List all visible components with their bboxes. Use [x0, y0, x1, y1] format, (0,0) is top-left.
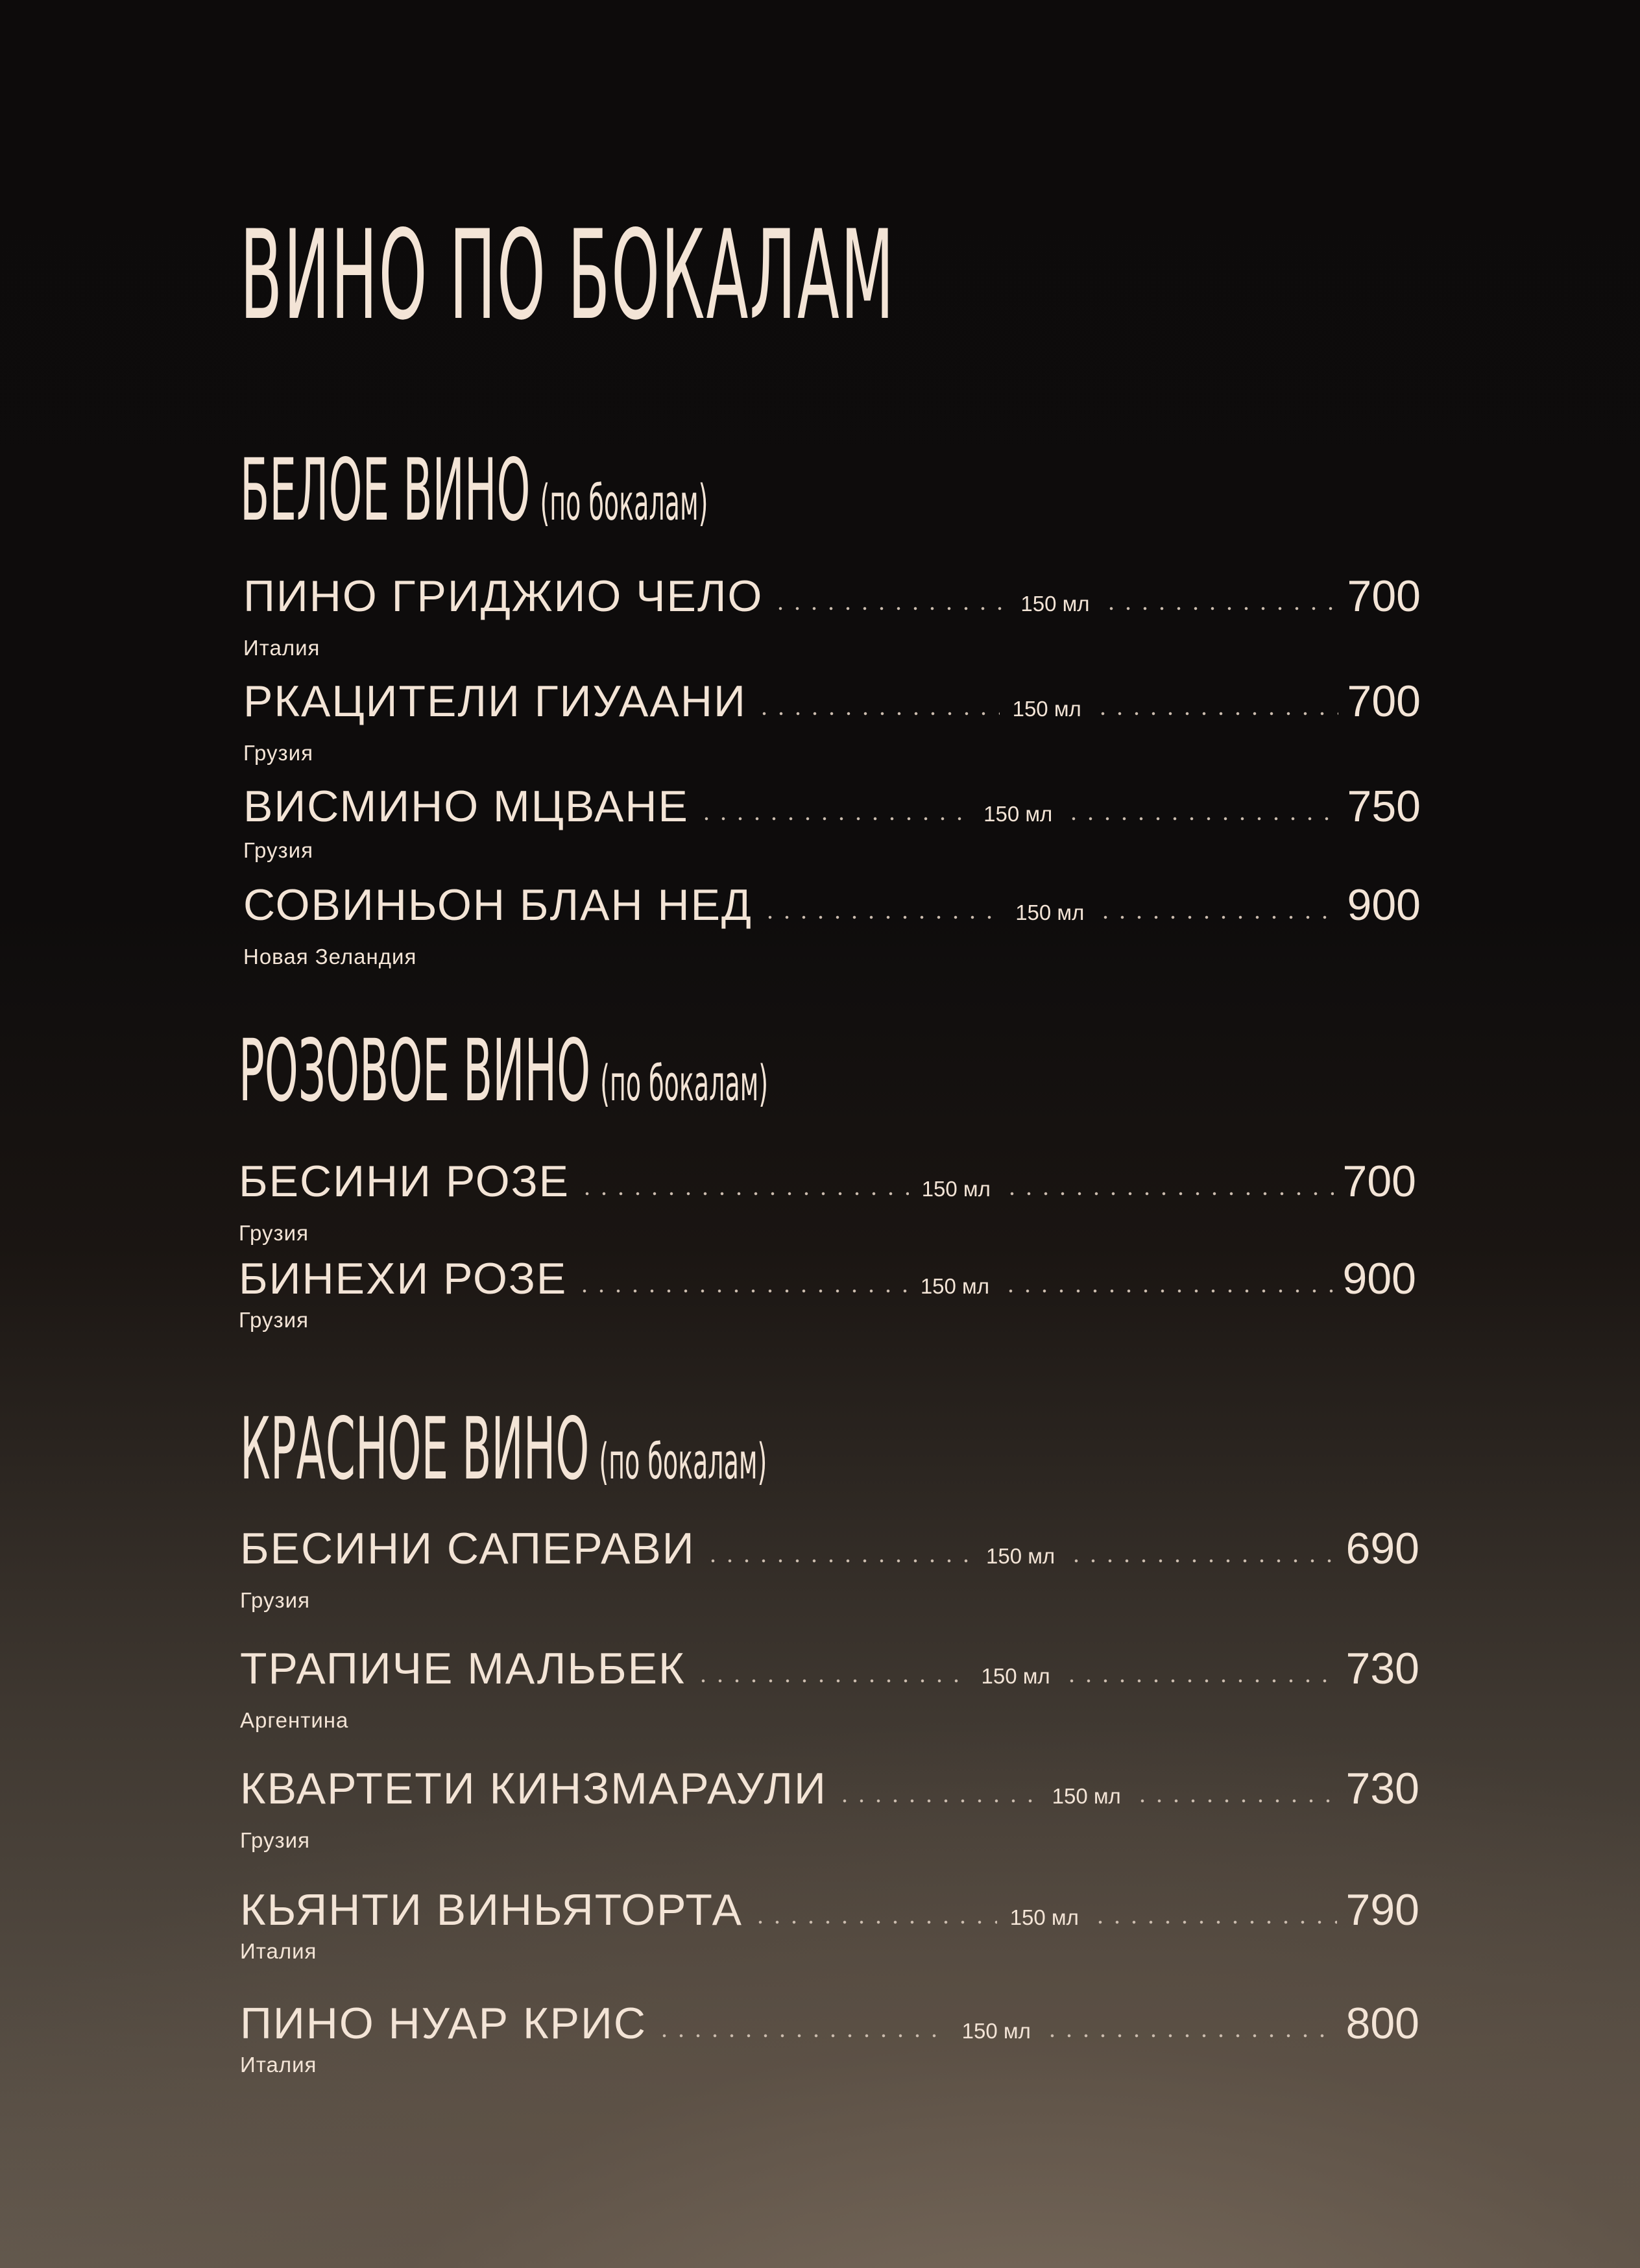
wine-country: Новая Зеландия — [243, 945, 417, 969]
wine-country: Грузия — [239, 1308, 309, 1332]
wine-country: Грузия — [243, 838, 313, 862]
leader-dots — [756, 711, 1000, 716]
menu-item — [0, 1643, 1640, 1747]
section-heading-red — [240, 1399, 767, 1499]
section-subtitle: (по бокалам) — [599, 1432, 767, 1490]
leader-dots — [1134, 1798, 1337, 1804]
wine-country: Грузия — [243, 741, 313, 765]
section-subtitle: (по бокалам) — [600, 1054, 769, 1112]
price: 900 — [1347, 880, 1421, 930]
wine-country: Грузия — [239, 1221, 309, 1245]
volume: 150 мл — [1012, 697, 1081, 721]
menu-item — [0, 676, 1640, 780]
price: 750 — [1347, 782, 1421, 831]
price: 790 — [1345, 1885, 1420, 1935]
price: 730 — [1345, 1764, 1420, 1813]
leader-dots — [836, 1798, 1039, 1804]
leader-dots — [579, 1191, 909, 1196]
wine-country: Италия — [243, 636, 320, 660]
section-title: БЕЛОЕ ВИНО — [240, 440, 531, 540]
wine-name: КВАРТЕТИ КИНЗМАРАУЛИ — [240, 1764, 827, 1813]
leader-dots — [576, 1288, 908, 1294]
volume: 150 мл — [1052, 1784, 1121, 1808]
section-title: КРАСНОЕ ВИНО — [240, 1399, 590, 1499]
leader-dots — [762, 915, 1002, 920]
wine-name: РКАЦИТЕЛИ ГИУААНИ — [243, 677, 747, 726]
wine-country: Италия — [240, 2053, 317, 2077]
menu-item — [0, 1885, 1640, 1988]
volume: 150 мл — [983, 802, 1053, 826]
price: 900 — [1342, 1254, 1417, 1303]
section-title: РОЗОВОЕ ВИНО — [239, 1021, 591, 1121]
wine-name: ПИНО НУАР КРИС — [240, 1999, 647, 2048]
menu-item — [0, 1523, 1640, 1627]
price: 730 — [1345, 1644, 1420, 1693]
price: 700 — [1342, 1157, 1417, 1206]
wine-name: ВИСМИНО МЦВАНЕ — [243, 782, 689, 831]
leader-dots — [705, 1558, 973, 1563]
menu-item — [0, 1253, 1640, 1357]
menu-item — [0, 781, 1640, 885]
price: 690 — [1345, 1524, 1419, 1573]
volume: 150 мл — [921, 1177, 991, 1201]
leader-dots — [1103, 606, 1338, 611]
section-heading-white — [240, 440, 708, 540]
leader-dots — [1068, 1558, 1336, 1563]
volume: 150 мл — [981, 1664, 1050, 1688]
leader-dots — [1065, 816, 1338, 821]
wine-country: Италия — [240, 1939, 317, 1963]
wine-country: Грузия — [240, 1828, 310, 1852]
volume: 150 мл — [1015, 900, 1085, 924]
wine-name: БИНЕХИ РОЗЕ — [239, 1254, 568, 1303]
menu-item — [0, 880, 1640, 983]
leader-dots — [1063, 1678, 1337, 1683]
volume: 150 мл — [961, 2019, 1031, 2043]
leader-dots — [1097, 915, 1338, 920]
wine-name: ПИНО ГРИДЖИО ЧЕЛО — [243, 572, 764, 621]
leader-dots — [1004, 1191, 1334, 1196]
volume: 150 мл — [986, 1544, 1055, 1568]
wine-name: СОВИНЬОН БЛАН НЕД — [243, 880, 753, 930]
page-title: ВИНО ПО БОКАЛАМ — [240, 204, 895, 347]
volume: 150 мл — [920, 1274, 989, 1298]
leader-dots — [1092, 1920, 1337, 1925]
leader-dots — [752, 1920, 997, 1925]
leader-dots — [1044, 2033, 1337, 2038]
leader-dots — [698, 816, 971, 821]
price: 800 — [1345, 1999, 1419, 2048]
leader-dots — [772, 606, 1007, 611]
leader-dots — [695, 1678, 969, 1683]
volume: 150 мл — [1009, 1905, 1079, 1929]
wine-name: БЕСИНИ РОЗЕ — [239, 1157, 570, 1206]
wine-country: Грузия — [240, 1588, 310, 1612]
leader-dots — [1094, 711, 1338, 716]
section-heading-rose — [239, 1021, 769, 1121]
wine-name: БЕСИНИ САПЕРАВИ — [240, 1524, 695, 1573]
section-subtitle: (по бокалам) — [540, 474, 708, 531]
menu-item — [0, 1156, 1640, 1260]
leader-dots — [1002, 1288, 1334, 1294]
price: 700 — [1347, 572, 1421, 621]
price: 700 — [1347, 677, 1421, 726]
leader-dots — [656, 2033, 949, 2038]
volume: 150 мл — [1020, 592, 1090, 616]
wine-name: ТРАПИЧЕ МАЛЬБЕК — [240, 1644, 686, 1693]
menu-item — [0, 1763, 1640, 1867]
wine-name: КЬЯНТИ ВИНЬЯТОРТА — [240, 1885, 743, 1935]
menu-item — [0, 1998, 1640, 2102]
menu-item — [0, 571, 1640, 675]
wine-country: Аргентина — [240, 1708, 349, 1732]
